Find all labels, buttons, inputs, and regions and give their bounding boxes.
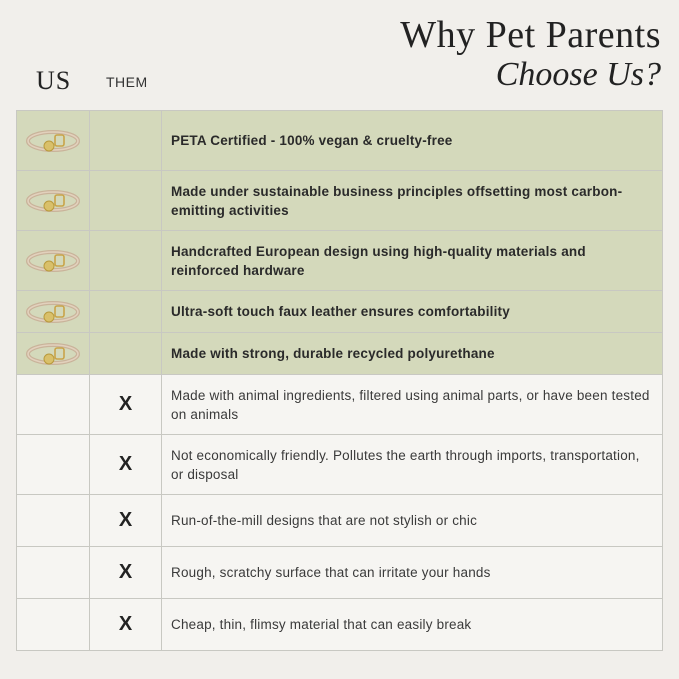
- feature-text: Ultra-soft touch faux leather ensures comfortability: [162, 291, 663, 332]
- table-row: [17, 599, 663, 651]
- us-cell: [17, 599, 90, 650]
- column-header-us: US: [36, 66, 72, 95]
- x-mark-icon: X: [118, 613, 133, 635]
- feature-text: Run-of-the-mill designs that are not stylish or chic: [162, 495, 663, 546]
- comparison-table: [16, 110, 663, 651]
- us-cell: [17, 547, 90, 598]
- them-cell: [90, 333, 162, 374]
- them-cell: [90, 171, 162, 230]
- title-line-1: Why Pet Parents: [400, 14, 661, 56]
- them-cell: [90, 375, 162, 434]
- table-row: [17, 495, 663, 547]
- feature-text: Made with animal ingredients, filtered using animal parts, or have been tested on animals: [162, 375, 663, 434]
- them-cell: [90, 495, 162, 546]
- collar-icon: [25, 186, 81, 216]
- table-row: [17, 333, 663, 375]
- them-cell: [90, 547, 162, 598]
- table-row: [17, 231, 663, 291]
- table-row: [17, 547, 663, 599]
- table-row: [17, 111, 663, 171]
- table-row: [17, 435, 663, 495]
- them-cell: [90, 111, 162, 170]
- us-cell: [17, 111, 90, 170]
- feature-text: Not economically friendly. Pollutes the earth through imports, transportation, or disposal: [162, 435, 663, 494]
- us-cell: [17, 231, 90, 290]
- us-cell: [17, 291, 90, 332]
- column-header-them: THEM: [106, 74, 148, 90]
- feature-text: Handcrafted European design using high-quality materials and reinforced hardware: [162, 231, 663, 290]
- feature-text: Cheap, thin, flimsy material that can easily break: [162, 599, 663, 650]
- feature-text: Rough, scratchy surface that can irritate your hands: [162, 547, 663, 598]
- table-row: [17, 171, 663, 231]
- title-line-2: Choose Us?: [495, 56, 661, 93]
- collar-icon: [25, 246, 81, 276]
- them-cell: [90, 599, 162, 650]
- us-cell: [17, 495, 90, 546]
- page-title: [400, 14, 661, 94]
- us-cell: [17, 375, 90, 434]
- us-cell: [17, 333, 90, 374]
- collar-icon: [25, 126, 81, 156]
- collar-icon: [25, 297, 81, 327]
- them-cell: [90, 231, 162, 290]
- x-mark-icon: X: [118, 393, 133, 415]
- table-row: [17, 375, 663, 435]
- feature-text: PETA Certified - 100% vegan & cruelty-free: [162, 111, 663, 170]
- feature-text: Made with strong, durable recycled polyurethane: [162, 333, 663, 374]
- us-cell: [17, 171, 90, 230]
- us-cell: [17, 435, 90, 494]
- them-cell: [90, 291, 162, 332]
- x-mark-icon: X: [118, 453, 133, 475]
- collar-icon: [25, 339, 81, 369]
- table-row: [17, 291, 663, 333]
- x-mark-icon: X: [118, 561, 133, 583]
- them-cell: [90, 435, 162, 494]
- x-mark-icon: X: [118, 509, 133, 531]
- feature-text: Made under sustainable business principles offsetting most carbon-emitting activities: [162, 171, 663, 230]
